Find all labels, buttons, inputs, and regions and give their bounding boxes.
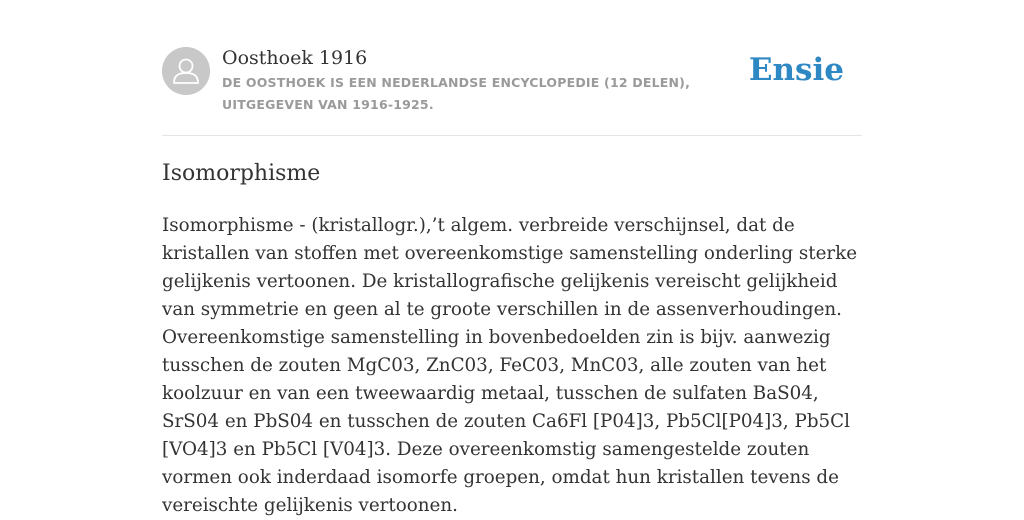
- source-name[interactable]: Oosthoek 1916: [222, 47, 368, 69]
- header-divider: [162, 135, 862, 136]
- article-body: Isomorphisme - (kristallogr.),’t algem. verbreide verschijnsel, dat de kristallen van stoffen met overeenkomstige samenstelling onderling sterke gelijkenis vertoonen. De kristallografische gelijkenis vereischt gelijkheid van symmetrie en geen al te groote verschillen in de assenverhoudingen. Overeenkomstige samenstelling in bovenbedoelden zin is bijv. aanwezig tusschen de zouten MgC03, ZnC03, FeC03, MnC03, alle zouten van het koolzuur en van een tweewaardig metaal, tusschen de sulfaten BaS04, SrS04 en PbS04 en tusschen de zouten Ca6Fl [P04]3, Pb5Cl[P04]3, Pb5Cl [VO4]3 en Pb5Cl [V04]3. Deze overeenkomstig samengestelde zouten vormen ook inderdaad isomorfe groepen, omdat hun kristallen tevens de vereischte gelijkenis vertoonen.: [162, 215, 858, 516]
- article-title: Isomorphisme: [162, 161, 321, 186]
- source-header: [162, 46, 862, 116]
- user-avatar-icon[interactable]: [162, 47, 210, 95]
- ensie-logo[interactable]: Ensie: [748, 52, 844, 88]
- source-description: DE OOSTHOEK IS EEN NEDERLANDSE ENCYCLOPEDIE (12 DELEN), UITGEGEVEN VAN 1916-1925.: [222, 75, 691, 112]
